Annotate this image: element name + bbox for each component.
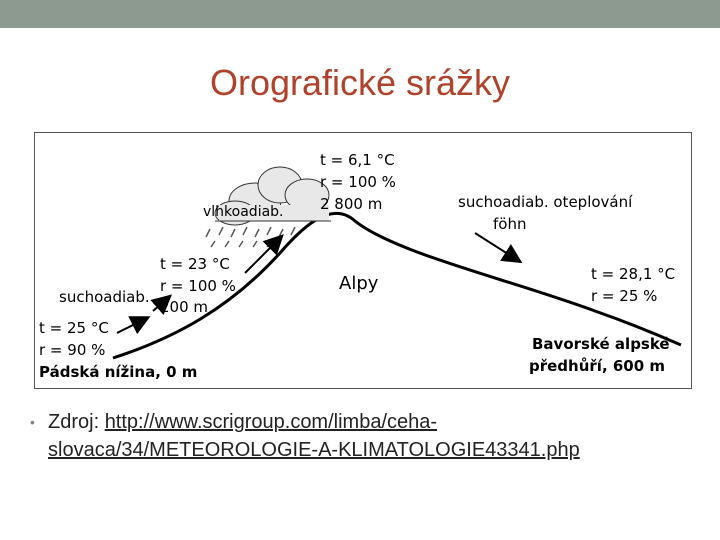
cond-altitude: 200 m	[160, 298, 209, 316]
source-prefix: Zdroj:	[48, 411, 105, 433]
cond-temperature: t = 23 °C	[160, 255, 230, 273]
base-temperature: t = 25 °C	[39, 319, 109, 337]
cloud-label: vlhkoadiab.	[203, 204, 284, 220]
cond-humidity: r = 100 %	[160, 277, 236, 295]
slide-title: Orografické srážky	[209, 62, 511, 103]
base-place: Pádská nížina, 0 m	[39, 363, 198, 381]
foreland-line1: Bavorské alpské	[532, 335, 670, 353]
base-humidity: r = 90 %	[39, 341, 106, 359]
dry-adiabatic-label: suchoadiab.	[59, 288, 150, 306]
mountain-name: Alpy	[339, 273, 379, 294]
foehn-label-line2: föhn	[493, 215, 527, 233]
bullet-icon: •	[30, 414, 35, 430]
lee-humidity: r = 25 %	[591, 287, 658, 305]
top-bar	[0, 0, 720, 28]
orographic-diagram	[34, 132, 692, 389]
lee-temperature: t = 28,1 °C	[591, 265, 676, 283]
foehn-label-line1: suchoadiab. oteplování	[458, 193, 633, 211]
source-citation	[30, 408, 668, 464]
peak-humidity: r = 100 %	[320, 173, 396, 191]
arrow-foehn	[475, 233, 519, 261]
source-link[interactable]: http://www.scrigroup.com/limba/ceha-slovaca/34/METEOROLOGIE-A-KLIMATOLOGIE43341.php	[48, 411, 580, 461]
rain-icon	[206, 227, 295, 247]
arrow-upslope	[245, 237, 281, 273]
foreland-line2: předhůří, 600 m	[529, 357, 666, 375]
peak-altitude: 2 800 m	[320, 195, 383, 213]
arrow-lower-left	[117, 318, 147, 333]
peak-temperature: t = 6,1 °C	[320, 151, 395, 169]
